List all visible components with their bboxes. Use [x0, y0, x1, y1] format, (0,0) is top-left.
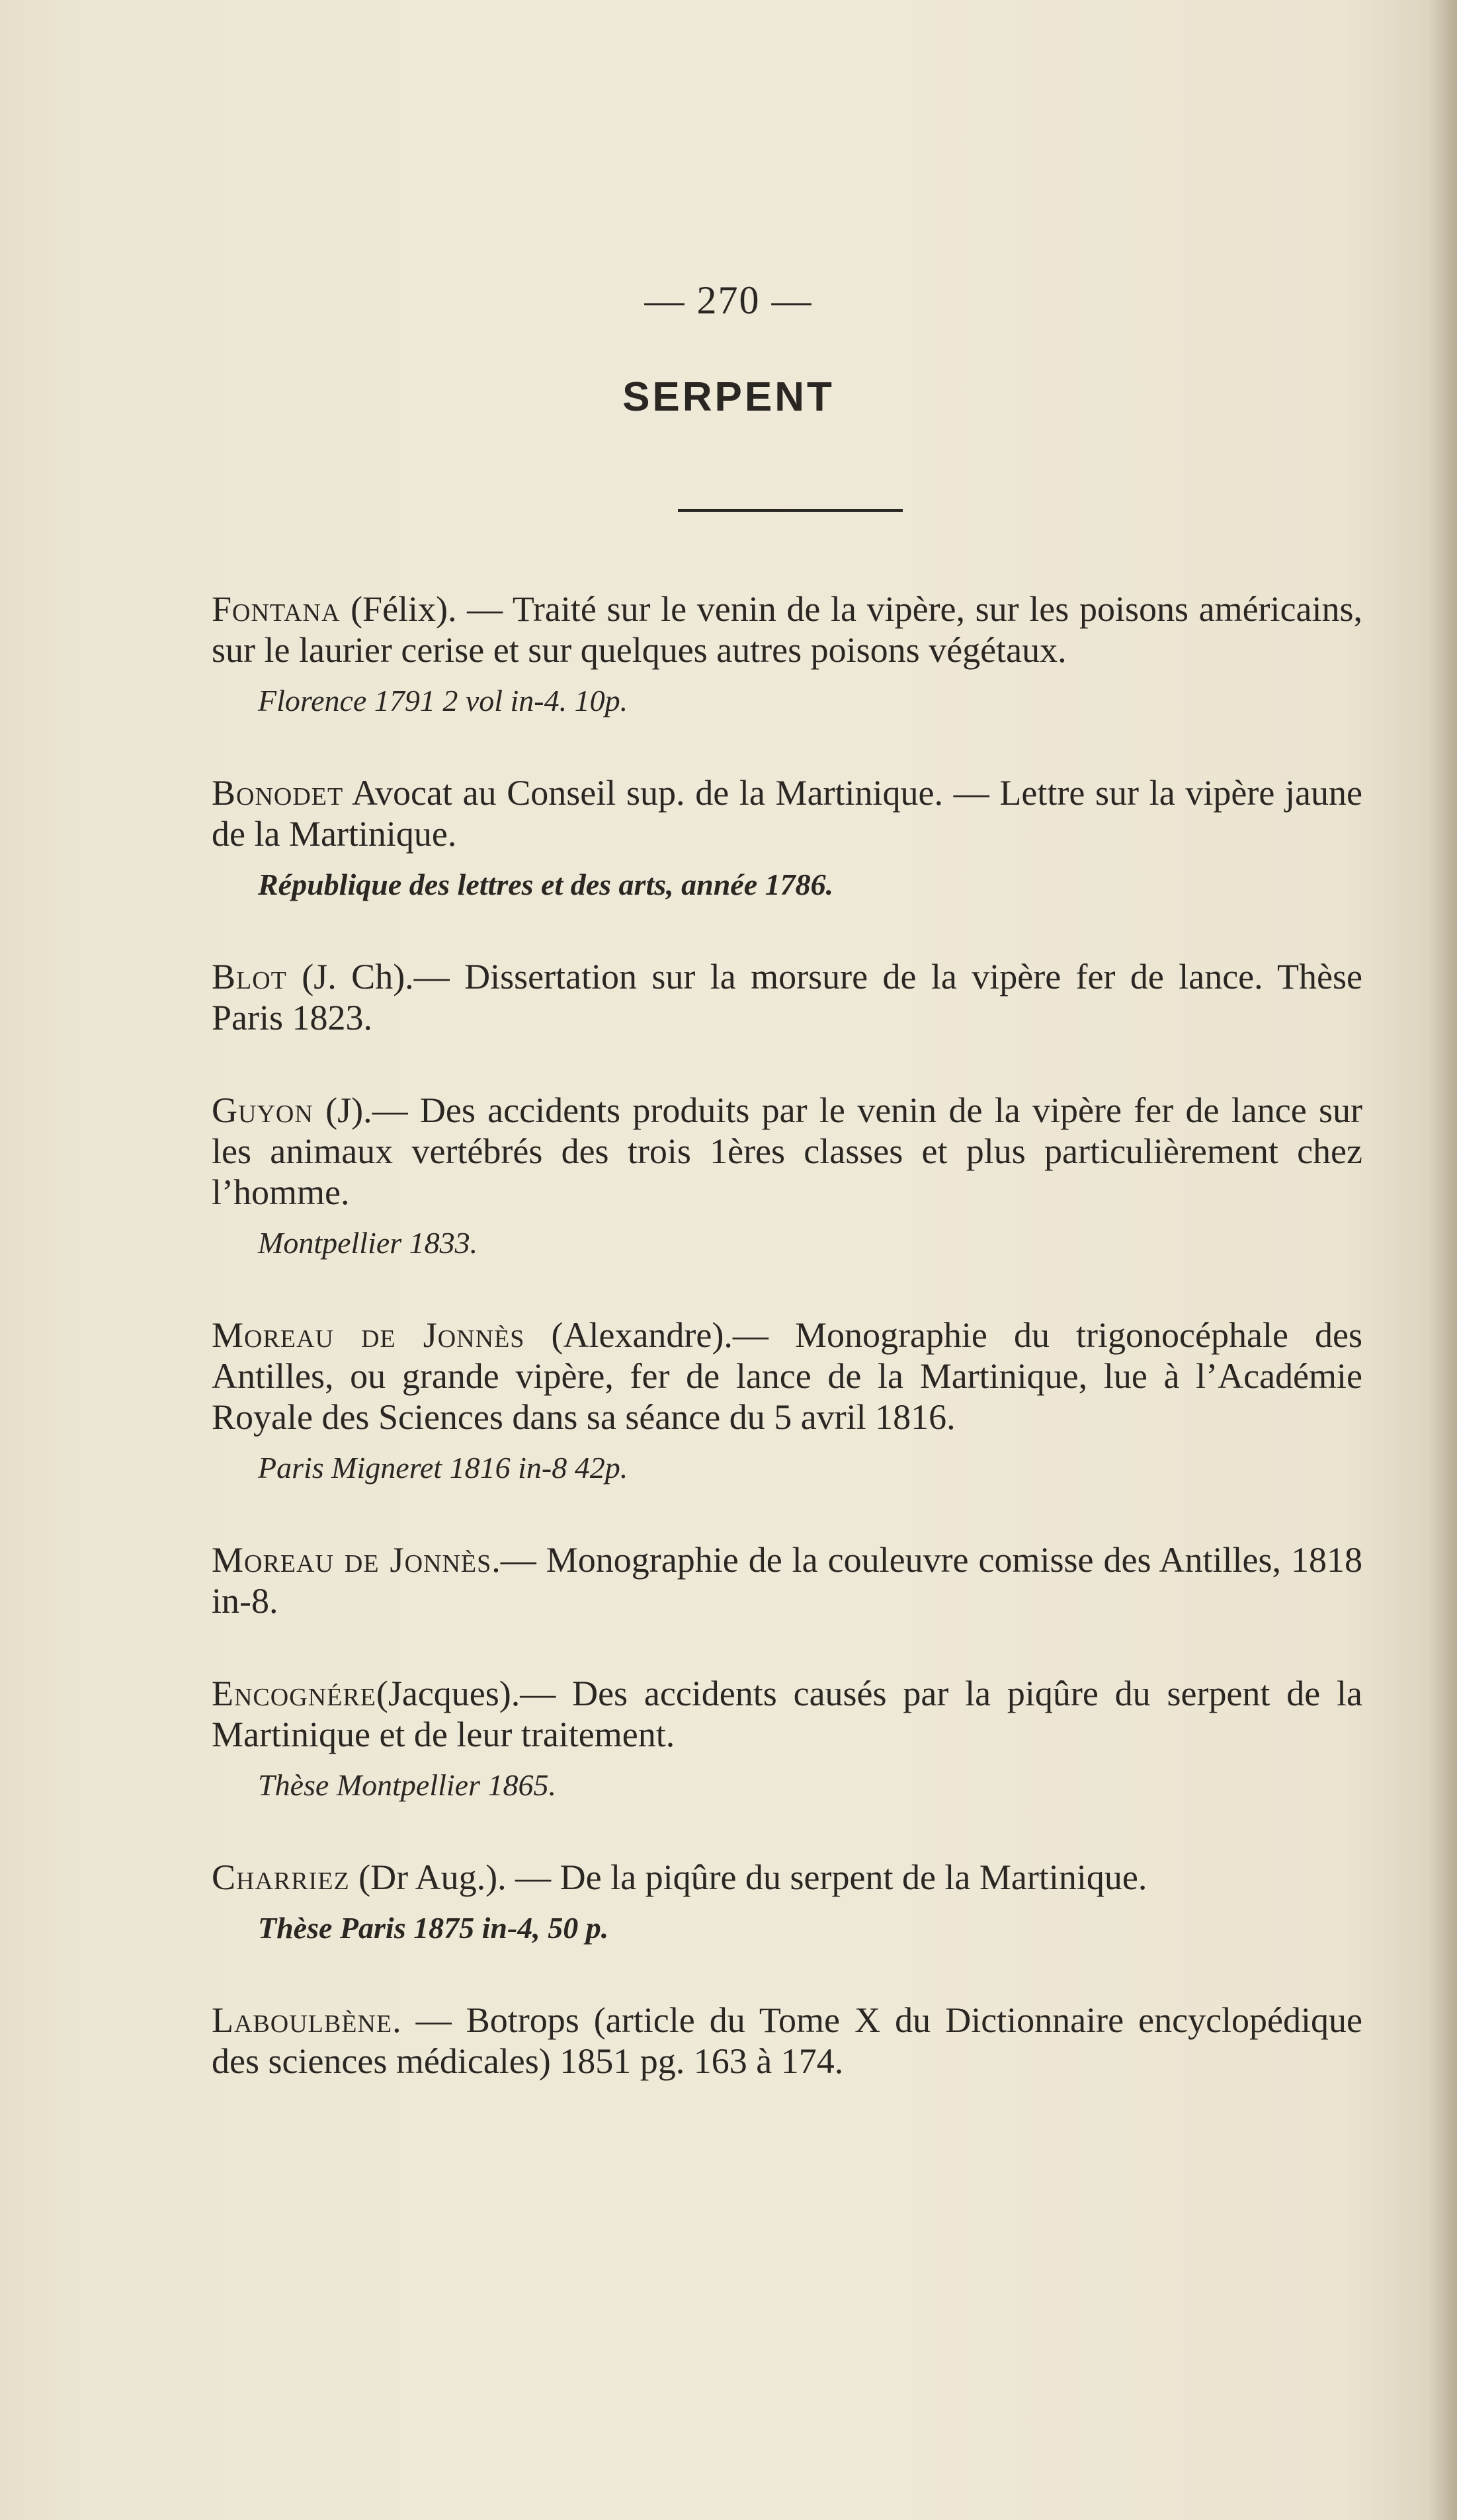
entry-source: République des lettres et des arts, année 1786. — [258, 868, 834, 901]
title-rule — [678, 509, 903, 512]
entry-blot — [212, 956, 1362, 1038]
entry-source: Montpellier 1833. — [258, 1226, 478, 1260]
entry-bonodet — [212, 772, 1362, 905]
entry-body — [212, 1673, 1362, 1755]
entry-body — [212, 1090, 1362, 1213]
entry-author: Laboulbène — [212, 2000, 393, 2040]
entry-author: Encognére — [212, 1674, 376, 1713]
entry-author: Fontana — [212, 589, 341, 629]
entry-body — [212, 589, 1362, 671]
entry-charriez — [212, 1857, 1362, 1948]
entry-text: (Félix). — Traité sur le venin de la vipère, sur les poisons américains, sur le laurier cerise et sur quelques autres poisons végétaux. — [212, 589, 1362, 670]
entry-source: Florence 1791 2 vol in-4. 10p. — [258, 684, 628, 717]
entry-source: Thèse Montpellier 1865. — [258, 1768, 556, 1802]
entry-body — [212, 2000, 1362, 2082]
section-title: SERPENT — [622, 374, 835, 420]
entry-author: Charriez — [212, 1857, 350, 1897]
entry-text: (Jacques).— Des accidents causés par la piqûre du serpent de la Martinique et de leur traitement. — [212, 1674, 1362, 1754]
entry-laboulbene — [212, 2000, 1362, 2082]
entry-author: Bonodet — [212, 773, 344, 813]
entry-body — [212, 1857, 1362, 1898]
entry-body — [212, 1539, 1362, 1621]
entry-encognere — [212, 1673, 1362, 1805]
entry-moreau-2 — [212, 1539, 1362, 1621]
entry-body — [212, 772, 1362, 854]
entry-text: (J. Ch).— Dissertation sur la morsure de la vipère fer de lance. Thèse Paris 1823. — [212, 957, 1362, 1037]
entry-fontana — [212, 589, 1362, 721]
entry-author: Guyon — [212, 1090, 313, 1130]
entry-author: Moreau de Jonnès — [212, 1540, 492, 1580]
entry-author: Blot — [212, 957, 287, 996]
entry-text: (J).— Des accidents produits par le venin de la vipère fer de lance sur les animaux vertébrés des trois 1ères classes et plus particulièrement chez l’homme. — [212, 1090, 1362, 1212]
bibliography-list — [212, 589, 1362, 2133]
entry-body — [212, 1315, 1362, 1438]
entry-text: Avocat au Conseil sup. de la Martinique. — Lettre sur la vipère jaune de la Martinique. — [212, 773, 1362, 854]
entry-text: (Alexandre).— Monographie du trigonocéphale des Antilles, ou grande vipère, fer de lance de la Martinique, lue à l’Académie Royale des Sciences dans sa séance du 5 avril 1816. — [212, 1315, 1362, 1437]
entry-source: Paris Migneret 1816 in-8 42p. — [258, 1451, 628, 1484]
entry-text: .— Monographie de la couleuvre comisse des Antilles, 1818 in-8. — [212, 1540, 1362, 1621]
entry-text: . — Botrops (article du Tome X du Dictionnaire encyclopédique des sciences médicales) 1851 pg. 163 à 174. — [212, 2000, 1362, 2081]
entry-source: Thèse Paris 1875 in-4, 50 p. — [258, 1911, 609, 1945]
entry-text: (Dr Aug.). — De la piqûre du serpent de la Martinique. — [349, 1857, 1147, 1897]
entry-body — [212, 956, 1362, 1038]
entry-author: Moreau de Jonnès — [212, 1315, 525, 1355]
entry-guyon — [212, 1090, 1362, 1263]
entry-moreau-1 — [212, 1315, 1362, 1488]
page-number: — 270 — — [644, 278, 813, 322]
